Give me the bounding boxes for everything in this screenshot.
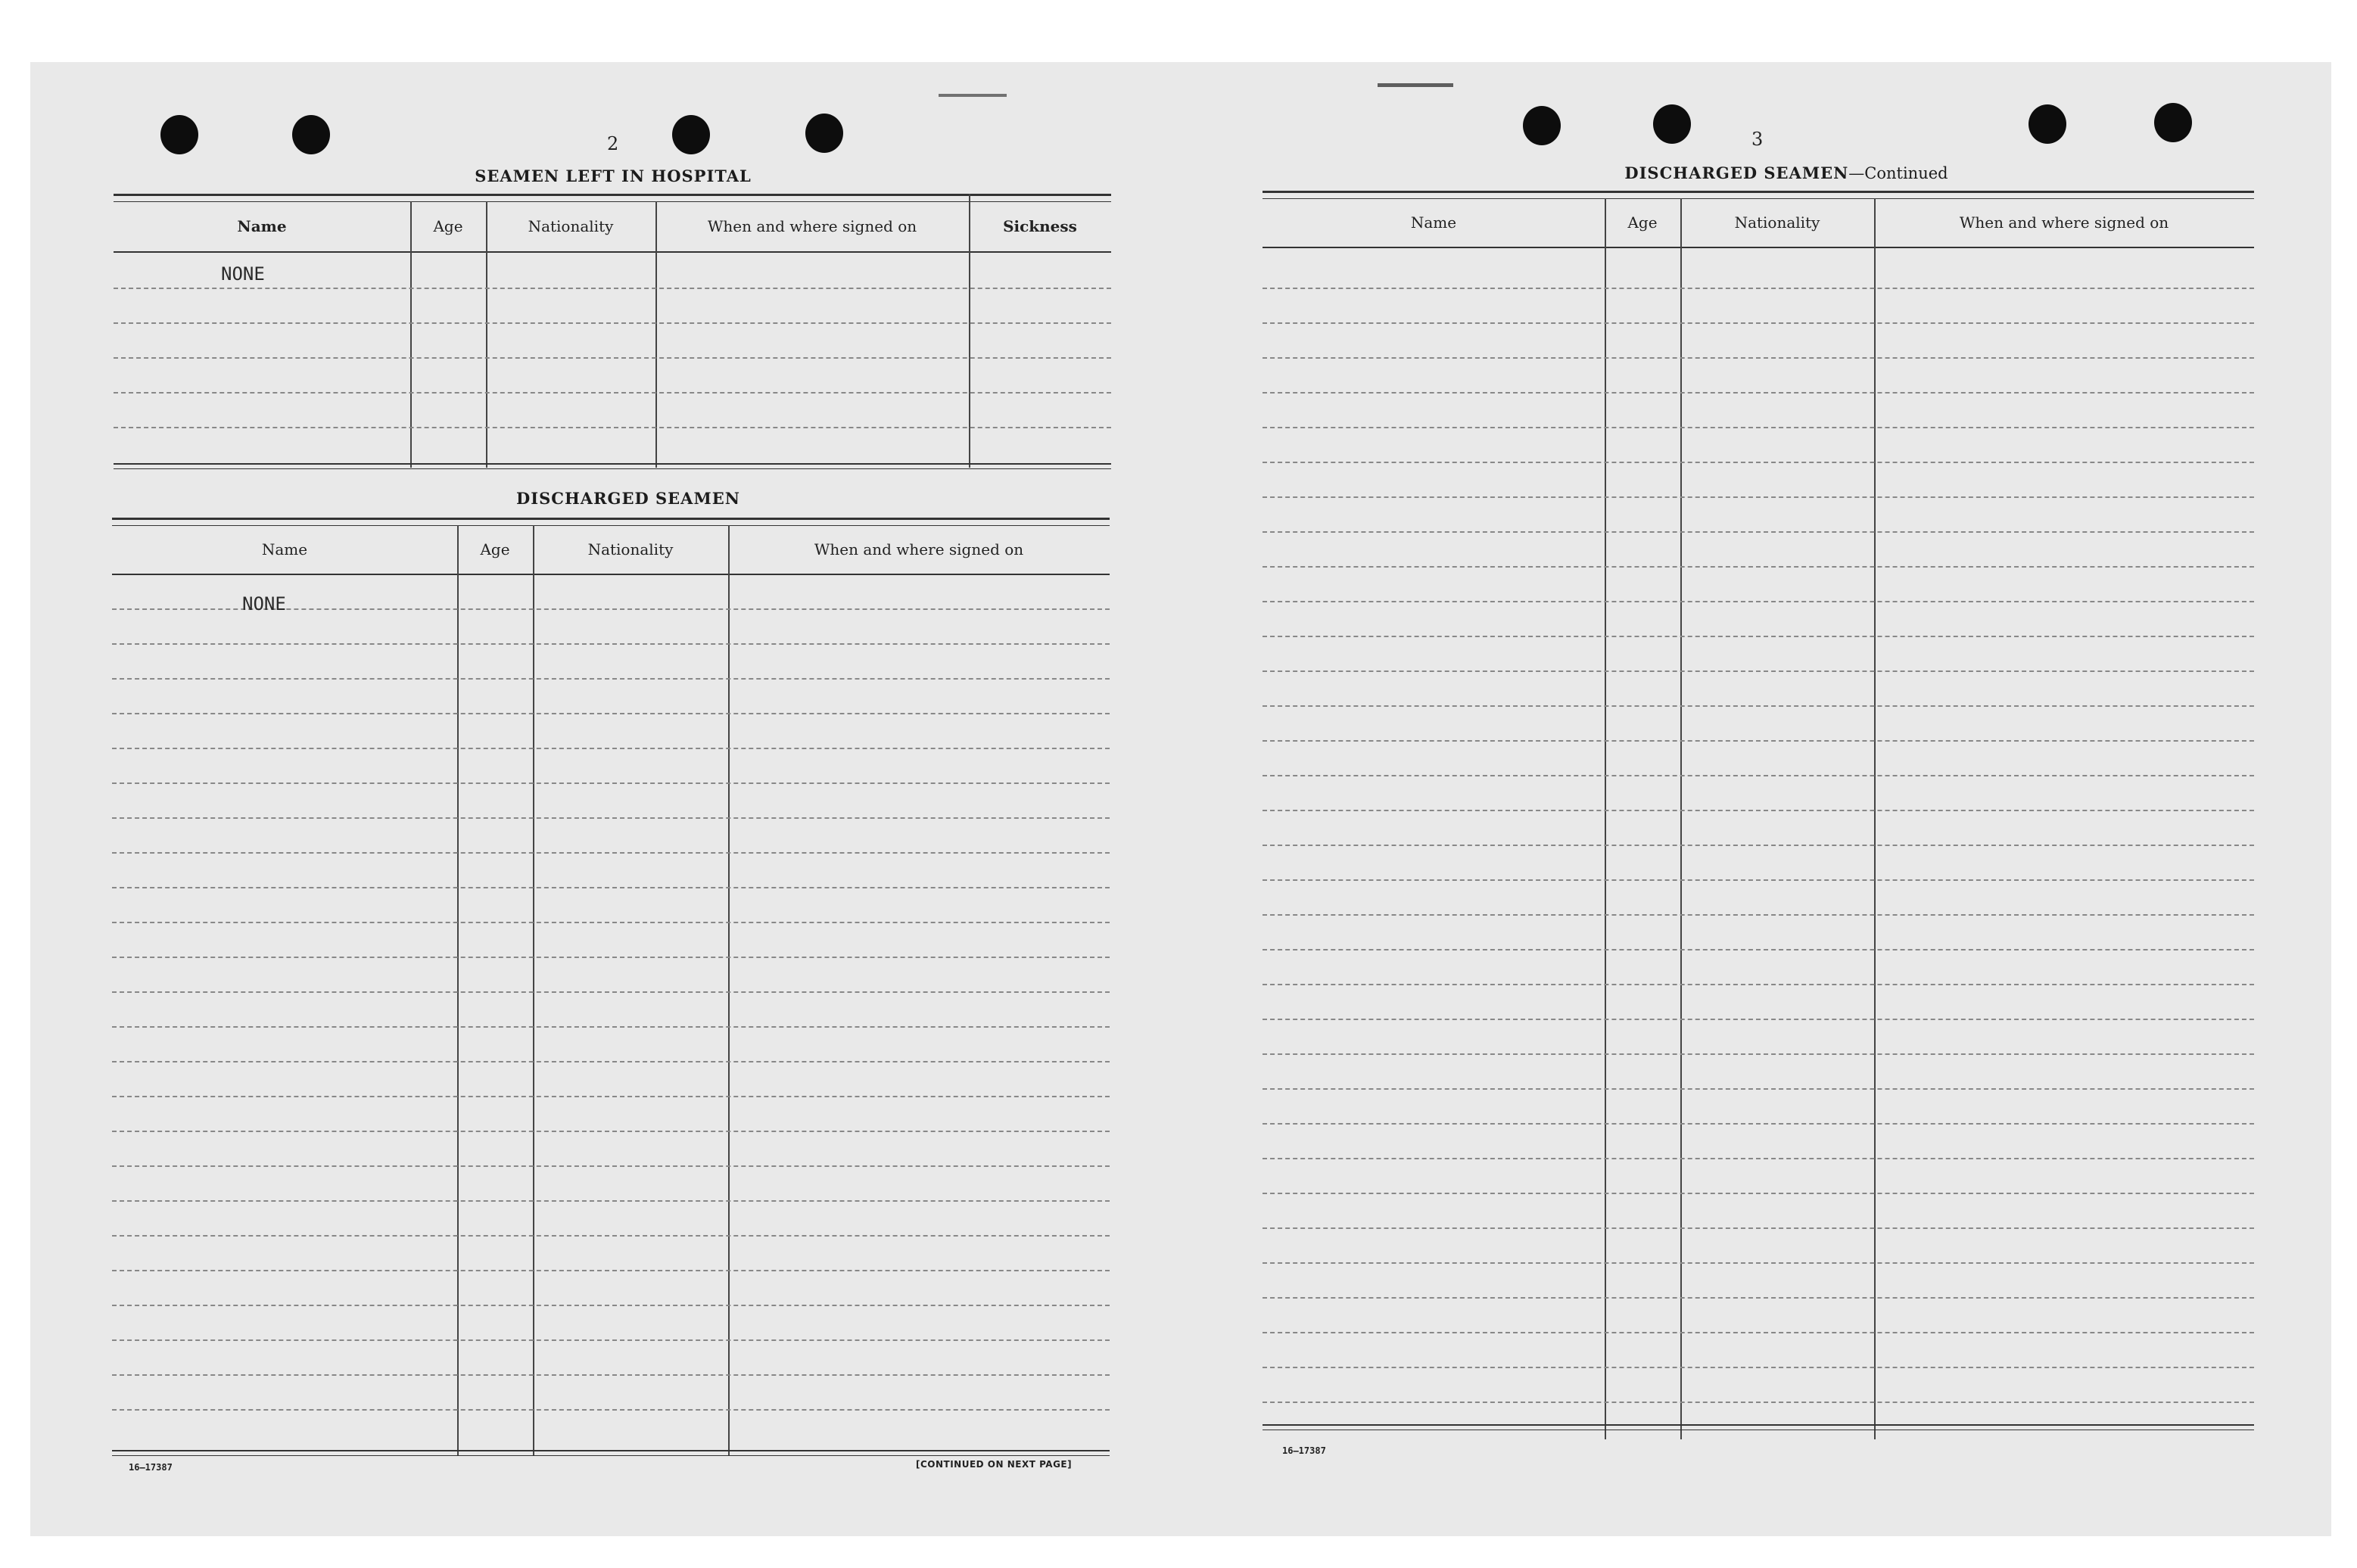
- table-header: [112, 525, 1110, 575]
- table-row: [112, 643, 1110, 645]
- table-header: [114, 201, 1111, 253]
- column-header-name: Name: [261, 540, 308, 558]
- table-row: [1263, 949, 2254, 950]
- punch-hole: [160, 115, 198, 154]
- column-divider: [1605, 198, 1606, 1439]
- table-row: [112, 782, 1110, 784]
- table-row: [112, 713, 1110, 714]
- table-row: [112, 922, 1110, 923]
- stray-mark: [1378, 83, 1453, 87]
- right-section-title-suffix: —Continued: [1848, 164, 1948, 182]
- table-row: [1263, 531, 2254, 533]
- table-bottom-rule: [1263, 1424, 2254, 1430]
- table-row: [114, 322, 1111, 324]
- punch-hole: [1653, 104, 1691, 144]
- stray-mark: [939, 94, 1007, 97]
- table-row: [114, 427, 1111, 428]
- column-header-age: Age: [480, 540, 510, 558]
- column-header-nationality: Nationality: [587, 540, 674, 558]
- table-row: [112, 887, 1110, 888]
- table-row: [1263, 1332, 2254, 1333]
- table-row: [112, 1200, 1110, 1202]
- table-row: [112, 1026, 1110, 1028]
- column-divider: [457, 525, 459, 1456]
- column-divider: [533, 525, 534, 1456]
- table-bottom-rule: [114, 463, 1111, 469]
- table-row: [112, 1374, 1110, 1376]
- right-section-title-main: DISCHARGED SEAMEN: [1624, 163, 1849, 182]
- punch-hole: [2029, 104, 2066, 144]
- table-row: [1263, 322, 2254, 324]
- column-divider: [1874, 198, 1876, 1439]
- table-row: [1263, 670, 2254, 672]
- column-header-age: Age: [1627, 213, 1658, 232]
- table-row: [1263, 984, 2254, 985]
- table-row: [1263, 1123, 2254, 1125]
- table-row: [112, 1165, 1110, 1167]
- table-row: [112, 957, 1110, 958]
- table-row: [1263, 1158, 2254, 1159]
- table-row: [112, 991, 1110, 993]
- hospital-entry-name: NONE: [221, 263, 265, 285]
- table-row: [112, 1305, 1110, 1306]
- table-row: [1263, 357, 2254, 359]
- table-row: [1263, 1019, 2254, 1020]
- table-row: [112, 678, 1110, 680]
- table-row: [1263, 496, 2254, 498]
- column-header-signed-on: When and where signed on: [707, 217, 917, 235]
- discharged-section-title: DISCHARGED SEAMEN: [516, 489, 740, 508]
- table-row: [112, 1061, 1110, 1062]
- table-row: [1263, 462, 2254, 463]
- page-number-right: 3: [1751, 129, 1764, 150]
- table-row: [1263, 1227, 2254, 1229]
- column-header-name: Name: [237, 217, 287, 235]
- punch-hole: [805, 114, 843, 153]
- table-row: [1263, 636, 2254, 637]
- form-number-right: 16—17387: [1282, 1445, 1326, 1456]
- column-header-name: Name: [1410, 213, 1457, 232]
- punch-hole: [292, 115, 330, 154]
- column-header-age: Age: [433, 217, 463, 235]
- table-row: [114, 357, 1111, 359]
- table-row: [112, 1131, 1110, 1132]
- table-row: [1263, 879, 2254, 881]
- column-header-sickness: Sickness: [1003, 217, 1077, 235]
- discharged-table: [112, 518, 1110, 1456]
- table-row: [1263, 810, 2254, 811]
- punch-hole: [2154, 103, 2192, 142]
- page-number-left: 2: [607, 133, 619, 154]
- table-row: [1263, 1193, 2254, 1194]
- continued-note: [CONTINUED ON NEXT PAGE]: [916, 1459, 1073, 1470]
- table-row: [1263, 914, 2254, 916]
- table-row: [112, 852, 1110, 854]
- table-row: [1263, 601, 2254, 602]
- table-row: [1263, 392, 2254, 394]
- table-row: [1263, 1262, 2254, 1264]
- table-row: [1263, 566, 2254, 568]
- table-row: [1263, 740, 2254, 742]
- table-header: [1263, 198, 2254, 248]
- table-row: [112, 1339, 1110, 1341]
- table-row: [1263, 1053, 2254, 1055]
- table-bottom-rule: [112, 1450, 1110, 1456]
- table-row: [112, 817, 1110, 819]
- column-header-nationality: Nationality: [1734, 213, 1820, 232]
- column-divider: [1680, 198, 1682, 1439]
- form-number-left: 16—17387: [129, 1462, 173, 1473]
- table-row: [114, 392, 1111, 394]
- column-header-signed-on: When and where signed on: [814, 540, 1024, 558]
- table-row: [112, 1270, 1110, 1271]
- table-row: [1263, 1088, 2254, 1090]
- discharged-entry-name: NONE: [242, 593, 286, 614]
- table-row: [1263, 845, 2254, 846]
- column-header-nationality: Nationality: [528, 217, 614, 235]
- punch-hole: [1523, 106, 1561, 145]
- table-row: [1263, 427, 2254, 428]
- hospital-section-title: SEAMEN LEFT IN HOSPITAL: [475, 166, 752, 185]
- column-divider: [728, 525, 730, 1456]
- table-row: [1263, 775, 2254, 776]
- table-row: [1263, 1367, 2254, 1368]
- hospital-table: [114, 194, 1111, 469]
- column-header-signed-on: When and where signed on: [1959, 213, 2169, 232]
- table-row: [112, 748, 1110, 749]
- punch-hole: [672, 115, 710, 154]
- table-row: [1263, 1297, 2254, 1299]
- table-row: [114, 288, 1111, 289]
- table-row: [112, 1409, 1110, 1411]
- table-row: [1263, 288, 2254, 289]
- table-row: [112, 1235, 1110, 1237]
- table-row: [1263, 1402, 2254, 1403]
- table-row: [112, 1096, 1110, 1097]
- right-section-title: [1574, 163, 1998, 182]
- table-row: [1263, 705, 2254, 707]
- discharged-continued-table: [1263, 191, 2254, 1439]
